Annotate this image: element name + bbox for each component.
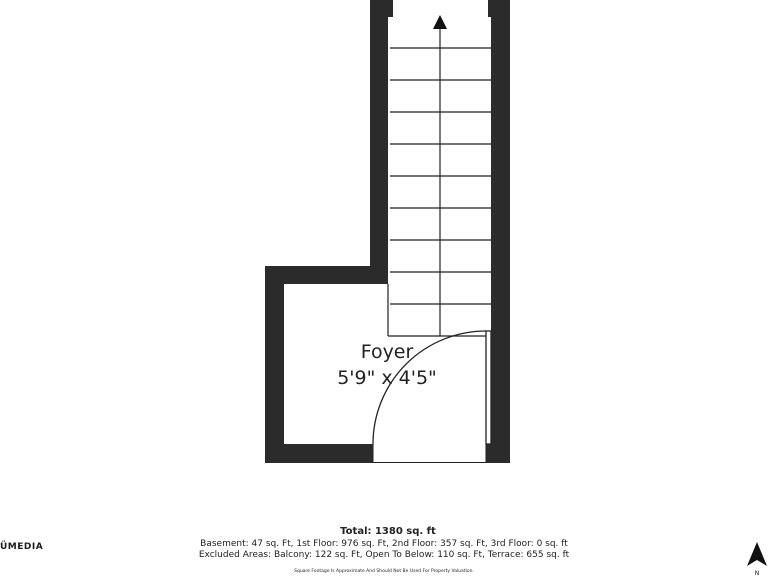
floor-areas: Basement: 47 sq. Ft, 1st Floor: 976 sq. Ft, 2nd Floor: 357 sq. Ft, 3rd Floor: 0 sq. ft bbox=[200, 539, 568, 549]
room-name: Foyer bbox=[360, 341, 414, 363]
total-area: Total: 1380 sq. ft bbox=[340, 526, 436, 537]
walls bbox=[265, 0, 510, 463]
disclaimer: Square Footage Is Approximate And Should Not Be Used For Property Valuation. bbox=[294, 569, 474, 574]
staircase bbox=[388, 26, 491, 336]
excluded-areas: Excluded Areas: Balcony: 122 sq. Ft, Open To Below: 110 sq. Ft, Terrace: 655 sq. ft bbox=[198, 550, 570, 560]
room-dimensions: 5'9" x 4'5" bbox=[337, 367, 437, 389]
brand-logo: ÜMEDIA bbox=[0, 542, 44, 552]
north-arrow-icon bbox=[747, 542, 767, 576]
stair-direction-arrow-icon bbox=[433, 15, 447, 29]
door-opening bbox=[373, 444, 486, 463]
compass-label: N bbox=[754, 570, 760, 576]
